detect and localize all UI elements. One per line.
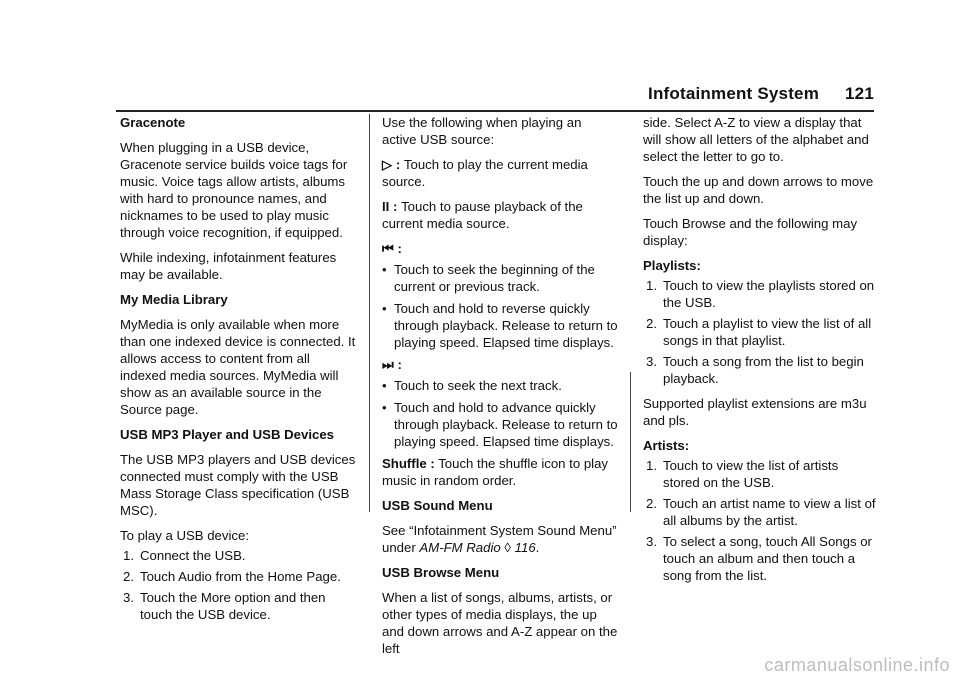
browse-menu-heading: USB Browse Menu bbox=[382, 565, 500, 580]
play-entry: ▷ : Touch to play the current media source. bbox=[382, 157, 588, 189]
page-reference: 116 bbox=[514, 540, 536, 555]
pause-entry: II : Touch to pause playback of the current media source. bbox=[382, 199, 583, 231]
list-item: 1. Connect the USB. bbox=[123, 548, 246, 563]
controls-intro: Use the following when playing an active USB source: bbox=[382, 115, 582, 147]
sound-menu-paragraph: See “Infotainment System Sound Menu” under AM-FM Radio ◊ 116. bbox=[382, 523, 617, 555]
watermark: carmanualsonline.info bbox=[764, 655, 950, 675]
play-icon: ▷ bbox=[382, 157, 393, 172]
list-item: • Touch to seek the beginning of the current or previous track. bbox=[382, 262, 595, 294]
section-title: Infotainment System bbox=[648, 84, 820, 103]
list-item: 3. Touch a song from the list to begin playback. bbox=[646, 354, 864, 386]
page-number: 121 bbox=[845, 84, 874, 103]
playlists-steps bbox=[643, 277, 877, 387]
playlists-heading: Playlists: bbox=[643, 258, 701, 273]
arrows-paragraph: Touch the up and down arrows to move the list up and down. bbox=[643, 174, 874, 206]
usb-paragraph: The USB MP3 players and USB devices connected must comply with the USB Mass Storage Class specification (USB MSC). bbox=[120, 452, 356, 518]
previous-bullets bbox=[382, 261, 618, 351]
indexing-paragraph: While indexing, infotainment features may be available. bbox=[120, 250, 337, 282]
next-entry: ⏭ : bbox=[382, 357, 402, 372]
list-item: 2. Touch an artist name to view a list of all albums by the artist. bbox=[646, 496, 876, 528]
artists-steps bbox=[643, 457, 877, 584]
page-ref-icon: ◊ bbox=[504, 540, 511, 555]
az-paragraph: side. Select A-Z to view a display that will show all letters of the alphabet and select the letter to go to. bbox=[643, 115, 869, 164]
extensions-paragraph: Supported playlist extensions are m3u and pls. bbox=[643, 396, 867, 428]
list-item: • Touch and hold to reverse quickly through playback. Release to return to playing speed. Elapsed time displays. bbox=[382, 301, 618, 350]
page-header bbox=[648, 84, 874, 104]
seek-forward-icon: ⏭ bbox=[382, 357, 394, 372]
browse-menu-paragraph: When a list of songs, albums, artists, or other types of media displays, the up and down arrows and A-Z appear on the left bbox=[382, 590, 618, 656]
list-item: • Touch to seek the next track. bbox=[382, 378, 562, 393]
list-item: 2. Touch Audio from the Home Page. bbox=[123, 569, 341, 584]
gracenote-heading: Gracenote bbox=[120, 115, 186, 130]
shuffle-label: Shuffle : bbox=[382, 456, 435, 471]
column-1 bbox=[120, 114, 356, 631]
column-2 bbox=[382, 114, 618, 665]
shuffle-entry: Shuffle : Touch the shuffle icon to play music in random order. bbox=[382, 456, 609, 488]
usb-intro: To play a USB device: bbox=[120, 528, 250, 543]
header-rule bbox=[116, 110, 874, 112]
list-item: 1. Touch to view the playlists stored on the USB. bbox=[646, 278, 875, 310]
usb-steps bbox=[120, 547, 356, 623]
list-item: 1. Touch to view the list of artists stored on the USB. bbox=[646, 458, 839, 490]
seek-back-icon: ⏮ bbox=[382, 241, 394, 256]
library-paragraph: MyMedia is only available when more than one indexed device is connected. It allows access to content from all indexed media sources. MyMedia will show as an available source in the Source page. bbox=[120, 317, 356, 417]
list-item: 3. Touch the More option and then touch the USB device. bbox=[123, 590, 326, 622]
column-3 bbox=[643, 114, 877, 592]
gracenote-paragraph: When plugging in a USB device, Gracenote service builds voice tags for music. Voice tags allow artists, albums with hard to pronounce names, and nicknames to be used to play music through voice recognition, if equipped. bbox=[120, 140, 348, 240]
list-item: 2. Touch a playlist to view the list of all songs in that playlist. bbox=[646, 316, 872, 348]
column-divider bbox=[630, 372, 631, 512]
browse-paragraph: Touch Browse and the following may display: bbox=[643, 216, 858, 248]
previous-entry: ⏮ : bbox=[382, 241, 402, 256]
next-bullets bbox=[382, 377, 618, 450]
list-item: • Touch and hold to advance quickly through playback. Release to return to playing speed. Elapsed time displays. bbox=[382, 400, 618, 449]
usb-heading: USB MP3 Player and USB Devices bbox=[120, 427, 335, 442]
pause-icon: II bbox=[382, 199, 390, 214]
column-divider bbox=[369, 114, 370, 512]
sound-menu-heading: USB Sound Menu bbox=[382, 498, 493, 513]
cross-reference: AM-FM Radio bbox=[419, 540, 501, 555]
library-heading: My Media Library bbox=[120, 292, 228, 307]
artists-heading: Artists: bbox=[643, 438, 690, 453]
list-item: 3. To select a song, touch All Songs or touch an album and then touch a song from the list. bbox=[646, 534, 872, 583]
